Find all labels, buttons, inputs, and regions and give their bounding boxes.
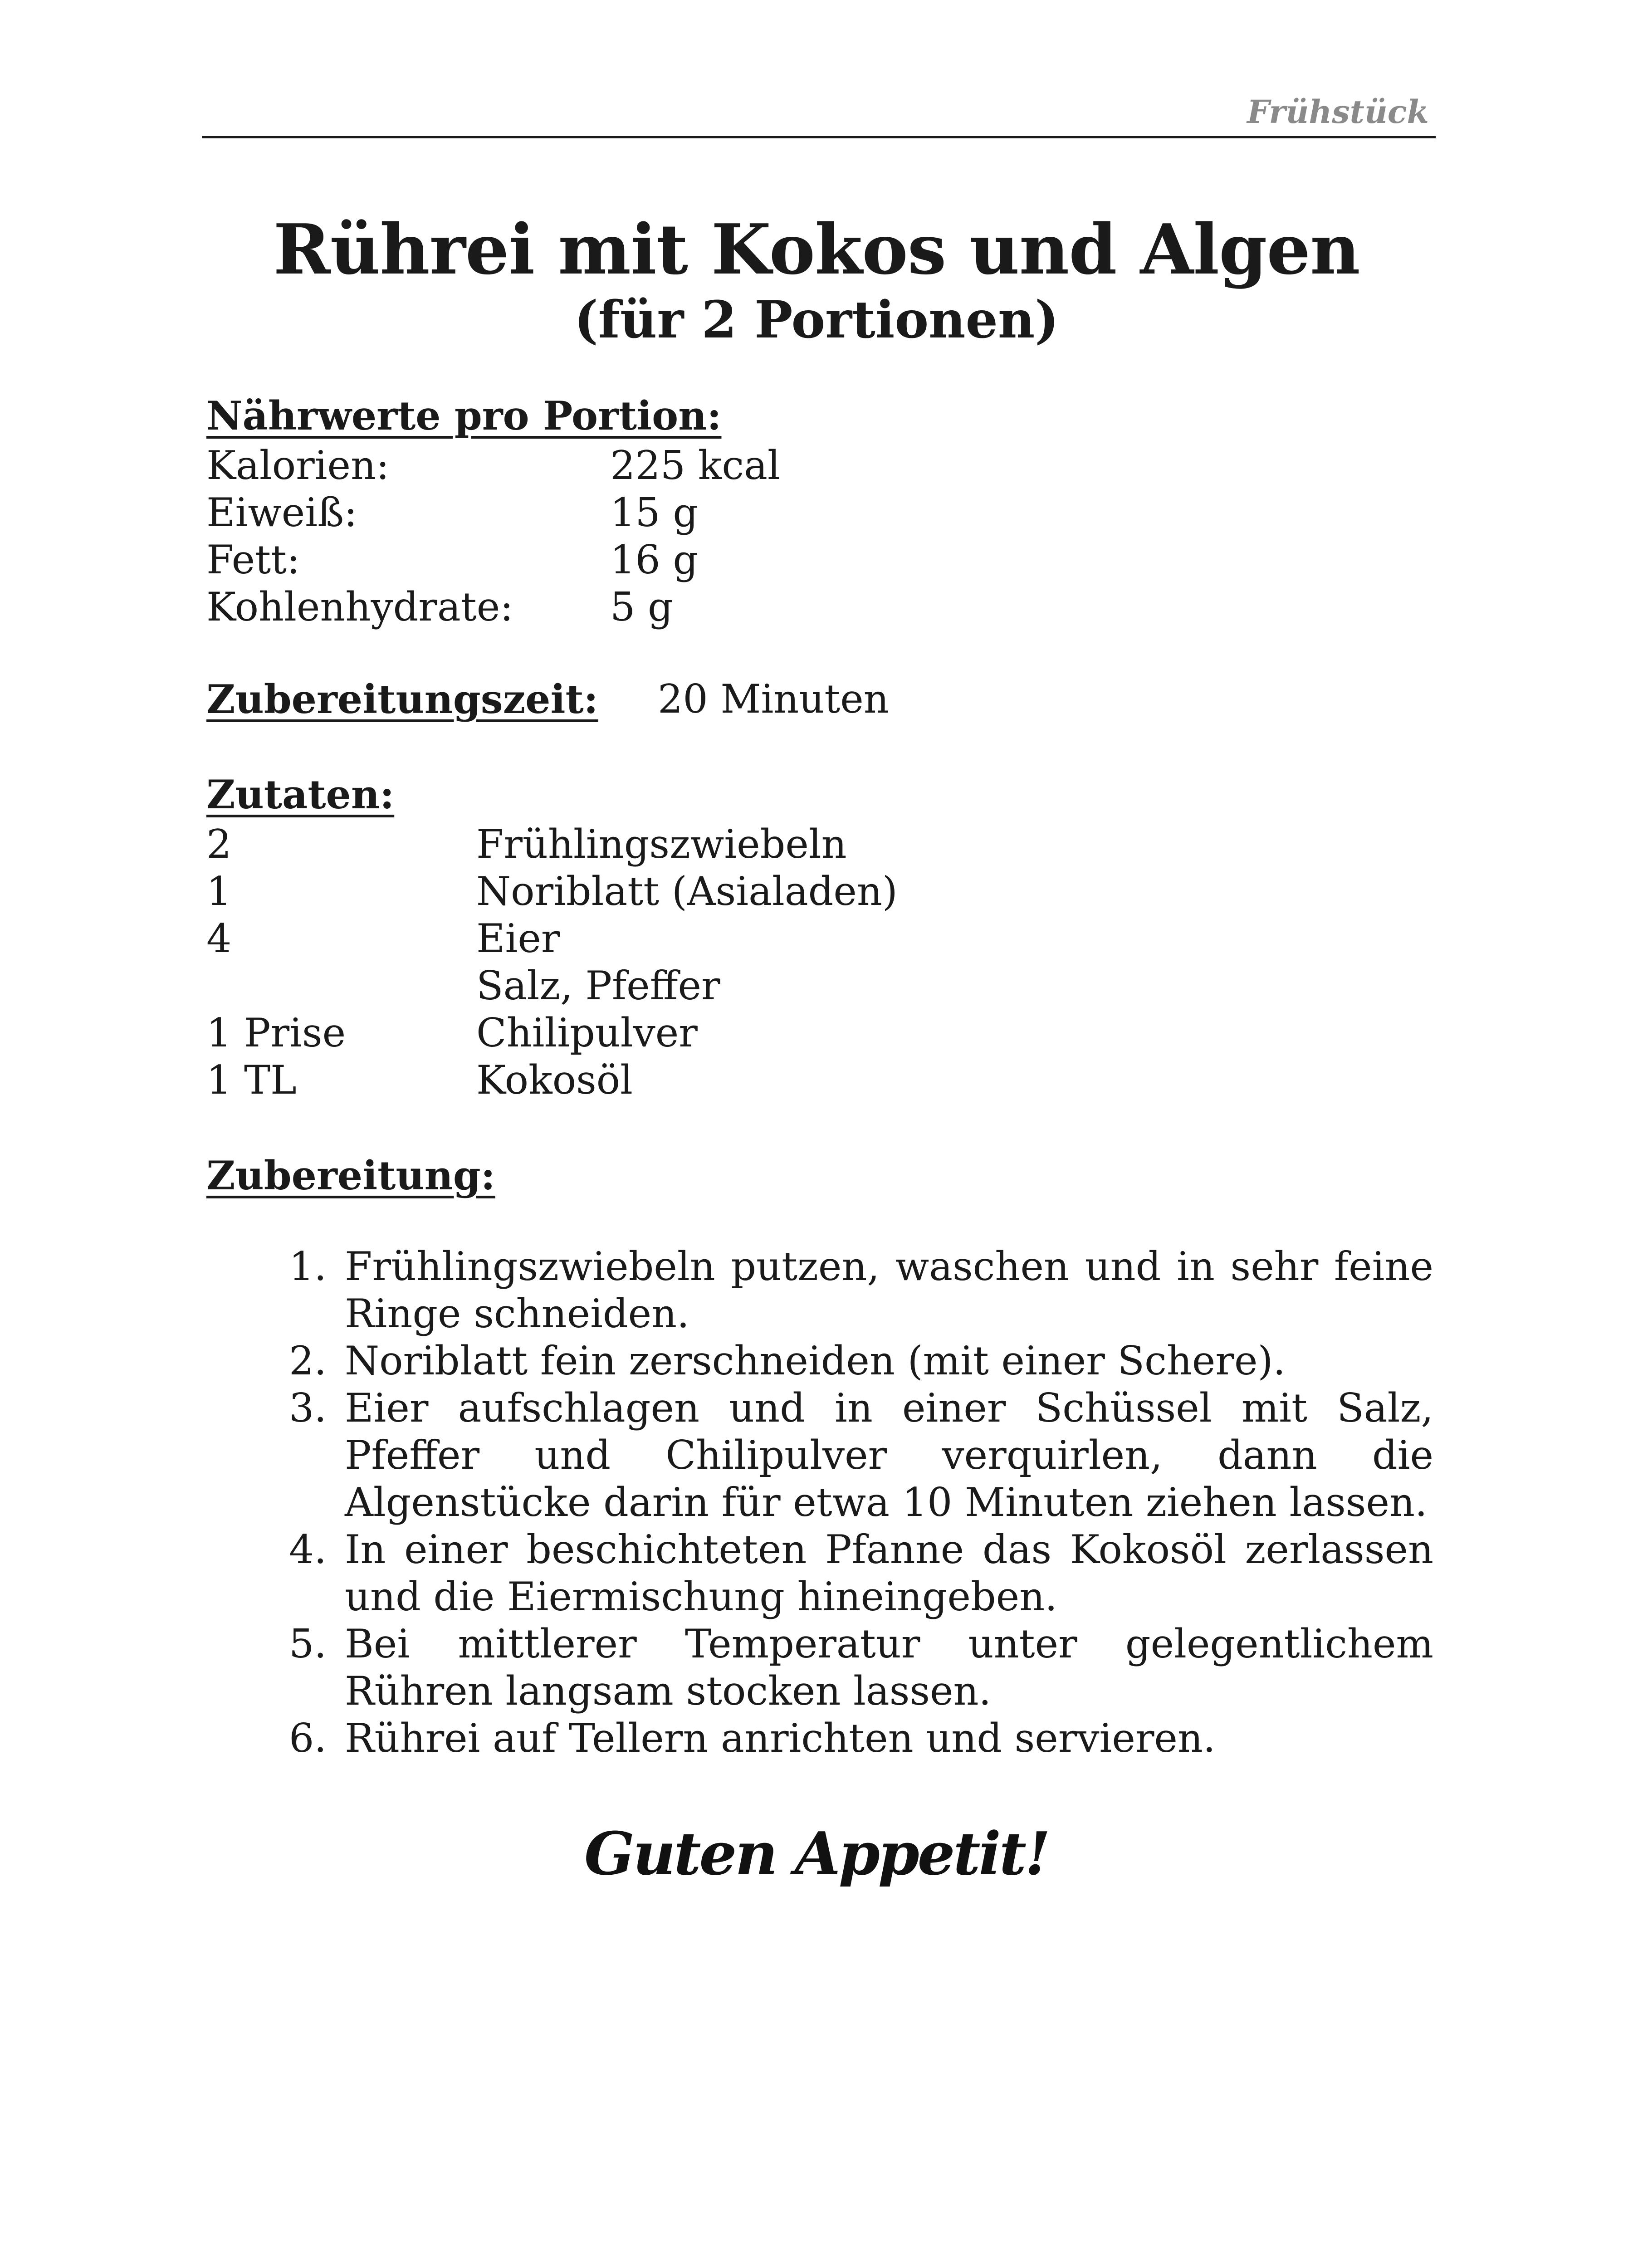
recipe-title: Rührei mit Kokos und Algen [273,209,1360,290]
step-text: Rührei auf Tellern anrichten und servieren. [345,1715,1216,1761]
ingredient-amount: 2 [206,821,232,867]
ingredient-row [206,1010,698,1057]
preparation-step [272,1243,1433,1337]
nutrition-label: Fett: [206,537,300,583]
nutrition-value: 5 g [610,584,673,630]
step-text: Frühlingszwiebeln putzen, waschen und in sehr feine Ringe schneiden. [345,1243,1433,1337]
nutrition-row [206,584,673,631]
ingredient-row [206,868,898,915]
step-number: 4. [288,1526,327,1573]
preparation-step [272,1715,1433,1762]
nutrition-label: Kohlenhydrate: [206,584,513,630]
nutrition-row [206,489,699,537]
running-head-section: Frühstück [1247,93,1429,131]
preparation-step [272,1384,1433,1526]
ingredient-row [206,915,560,963]
preparation-step [272,1337,1433,1384]
ingredient-item: Eier [476,915,560,962]
nutrition-label: Kalorien: [206,442,390,489]
nutrition-label: Eiweiß: [206,489,357,536]
ingredient-row [206,1057,633,1104]
ingredient-amount: 1 TL [206,1057,297,1103]
step-text: Noriblatt fein zerschneiden (mit einer Schere). [345,1338,1286,1384]
step-number: 5. [288,1621,327,1667]
preparation-steps [272,1243,1433,1762]
preparation-heading: Zubereitung: [206,1152,495,1199]
step-number: 2. [288,1338,327,1384]
recipe-subtitle: (für 2 Portionen) [574,290,1059,350]
prep-time-heading: Zubereitungszeit: [206,676,598,723]
step-number: 1. [288,1243,327,1290]
ingredients-heading: Zutaten: [206,771,395,818]
ingredient-amount: 1 [206,868,232,914]
ingredient-item: Chilipulver [476,1010,698,1056]
step-text: In einer beschichteten Pfanne das Kokosöl zerlassen und die Eiermischung hineingeben. [345,1526,1433,1620]
preparation-step [272,1526,1433,1620]
ingredient-item: Kokosöl [476,1057,633,1103]
step-text: Bei mittlerer Temperatur unter gelegentlichem Rühren langsam stocken lassen. [345,1621,1433,1714]
header-rule [202,136,1436,138]
nutrition-heading: Nährwerte pro Portion: [206,392,722,439]
ingredient-amount: 4 [206,915,232,962]
nutrition-value: 16 g [610,537,699,583]
nutrition-row [206,537,699,584]
ingredient-amount: 1 Prise [206,1010,346,1056]
closing-greeting: Guten Appetit! [584,1819,1049,1888]
preparation-step [272,1620,1433,1715]
nutrition-value: 225 kcal [610,442,780,489]
step-number: 3. [288,1385,327,1431]
nutrition-row [206,442,780,489]
nutrition-value: 15 g [610,489,699,536]
step-number: 6. [288,1715,327,1761]
ingredient-row [206,821,847,868]
ingredient-item: Frühlingszwiebeln [476,821,847,867]
step-text: Eier aufschlagen und in einer Schüssel mit Salz, Pfeffer und Chilipulver verquirlen, dann die Algenstücke darin für etwa 10 Minuten ziehen lassen. [345,1385,1433,1525]
ingredient-item: Salz, Pfeffer [476,963,720,1009]
prep-time-value: 20 Minuten [658,676,889,722]
ingredient-item: Noriblatt (Asialaden) [476,868,898,914]
